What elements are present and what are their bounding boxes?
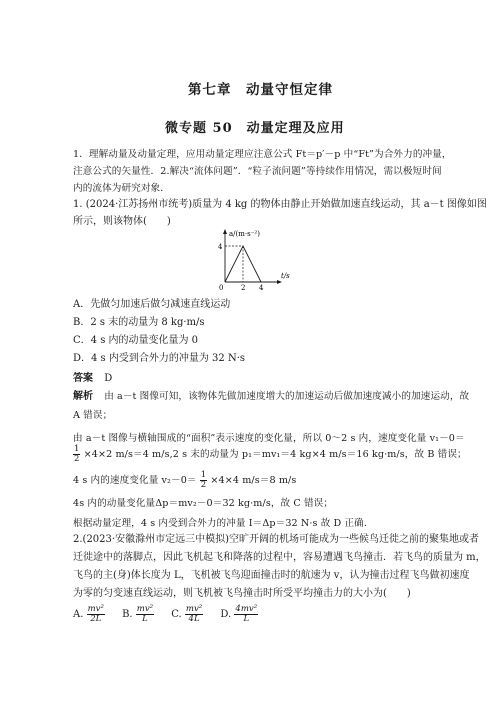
analysis-line-1 xyxy=(73,390,469,404)
y-axis-arrow xyxy=(223,229,227,234)
intro-line-2: 注意公式的矢量性．2.解决“流体问题”．“粒子流问题”等持续作用情况，需以极短时间 xyxy=(73,166,442,177)
answer-value: D xyxy=(104,373,113,384)
analysis-label: 解析 xyxy=(73,391,93,402)
q2-line-1: 2.(2023·安徽滁州市定远三中模拟)空旷开阔的机场可能成为一些候鸟迁徙之前的聚集地或者 xyxy=(73,534,479,545)
q2-line-3: 飞鸟的主(身)体长度为 L，飞机被飞鸟迎面撞击时的航速为 v，认为撞击过程飞鸟做初速度 xyxy=(73,570,470,581)
fraction-half: $\frac{1}{2}$ xyxy=(74,444,80,464)
analysis-line-7: 根据动量定理，4 s 内受到合外力的冲量 I＝Δp＝32 N·s 故 D 正确． xyxy=(73,518,374,529)
q1-option-a: A．先做匀加速后做匀减速直线运动 xyxy=(73,299,231,310)
x-tick-2: 2 xyxy=(241,284,246,292)
analysis-text-1: 由 a－t 图像可知，该物体先做加速度增大的加速运动后做加速度减小的加速运动，故 xyxy=(104,391,470,402)
q1-option-c: C．4 s 内的动量变化量为 0 xyxy=(73,335,199,346)
answer-line xyxy=(73,372,112,386)
q1-stem-line-2: 所示，则该物体( ) xyxy=(73,216,171,227)
fraction-half-2: $\frac{1}{2}$ xyxy=(200,470,207,490)
analysis-line-4: $\frac{1}{2}$ ×4×2 m/s＝4 m/s,2 s 末的动量为 p₁＝mv₁＝4 kg×4 m/s＝16 kg·m/s，故 B 错误； xyxy=(74,444,467,464)
x-tick-4: 4 xyxy=(259,284,264,292)
x-axis-arrow xyxy=(277,280,282,284)
q2-option-d: D. $\frac{\text{4mv²}}{L}$ xyxy=(220,604,258,624)
intro-line-3: 内的流体为研究对象． xyxy=(73,183,170,194)
q2-options xyxy=(73,605,258,624)
origin-label: 0 xyxy=(219,284,224,292)
q2-option-b: B. $\frac{\text{mv²}}{L}$ xyxy=(122,604,154,624)
topic-title: 微专题 50 动量定理及应用 xyxy=(165,121,345,136)
y-tick-4: 4 xyxy=(218,243,223,251)
q1-stem-line-1: 1. (2024·江苏扬州市统考)质量为 4 kg 的物体由静止开始做加速直线运动，其 a－t 图像如图 xyxy=(73,199,487,210)
answer-label: 答案 xyxy=(73,373,93,384)
analysis-line-2: A 错误； xyxy=(73,410,113,421)
analysis-line-6: 4s 内的动量变化量Δp＝mv₂－0＝32 kg·m/s，故 C 错误； xyxy=(73,498,334,509)
q2-option-a: A. $\frac{\text{mv²}}{2L}$ xyxy=(73,604,104,624)
chapter-title: 第七章 动量守恒定律 xyxy=(188,82,333,98)
x-axis-label: t/s xyxy=(281,272,290,280)
q2-line-2: 迁徙途中的落脚点，因此飞机起飞和降落的过程中，容易遭遇飞鸟撞击．若飞鸟的质量为 m， xyxy=(73,552,486,563)
analysis-line-5: 4 s 内的速度变化量 v₂－0＝ $\frac{1}{2}$ ×4×4 m/s＝8 m/s xyxy=(73,470,297,490)
q1-option-b: B．2 s 末的动量为 8 kg·m/s xyxy=(73,317,205,328)
q1-option-d: D．4 s 内受到合外力的冲量为 32 N·s xyxy=(73,353,246,364)
intro-line-1: 1．理解动量及动量定理，应用动量定理应注意公式 Ft＝p′－p 中“Ft”为合外力的冲量， xyxy=(73,149,452,160)
analysis-line-3: 由 a－t 图像与横轴围成的“面积”表示速度的变化量，所以 0～2 s 内，速度变化量 v₁－0＝ xyxy=(73,433,465,444)
q2-line-4: 为零的匀变速直线运动，则飞机被飞鸟撞击时所受平均撞击力的大小为( ) xyxy=(73,588,411,599)
y-axis-label: a/(m·s⁻²) xyxy=(229,230,260,238)
q1-at-graph xyxy=(205,226,295,294)
q2-option-c: C. $\frac{\text{mv²}}{4L}$ xyxy=(171,604,203,624)
